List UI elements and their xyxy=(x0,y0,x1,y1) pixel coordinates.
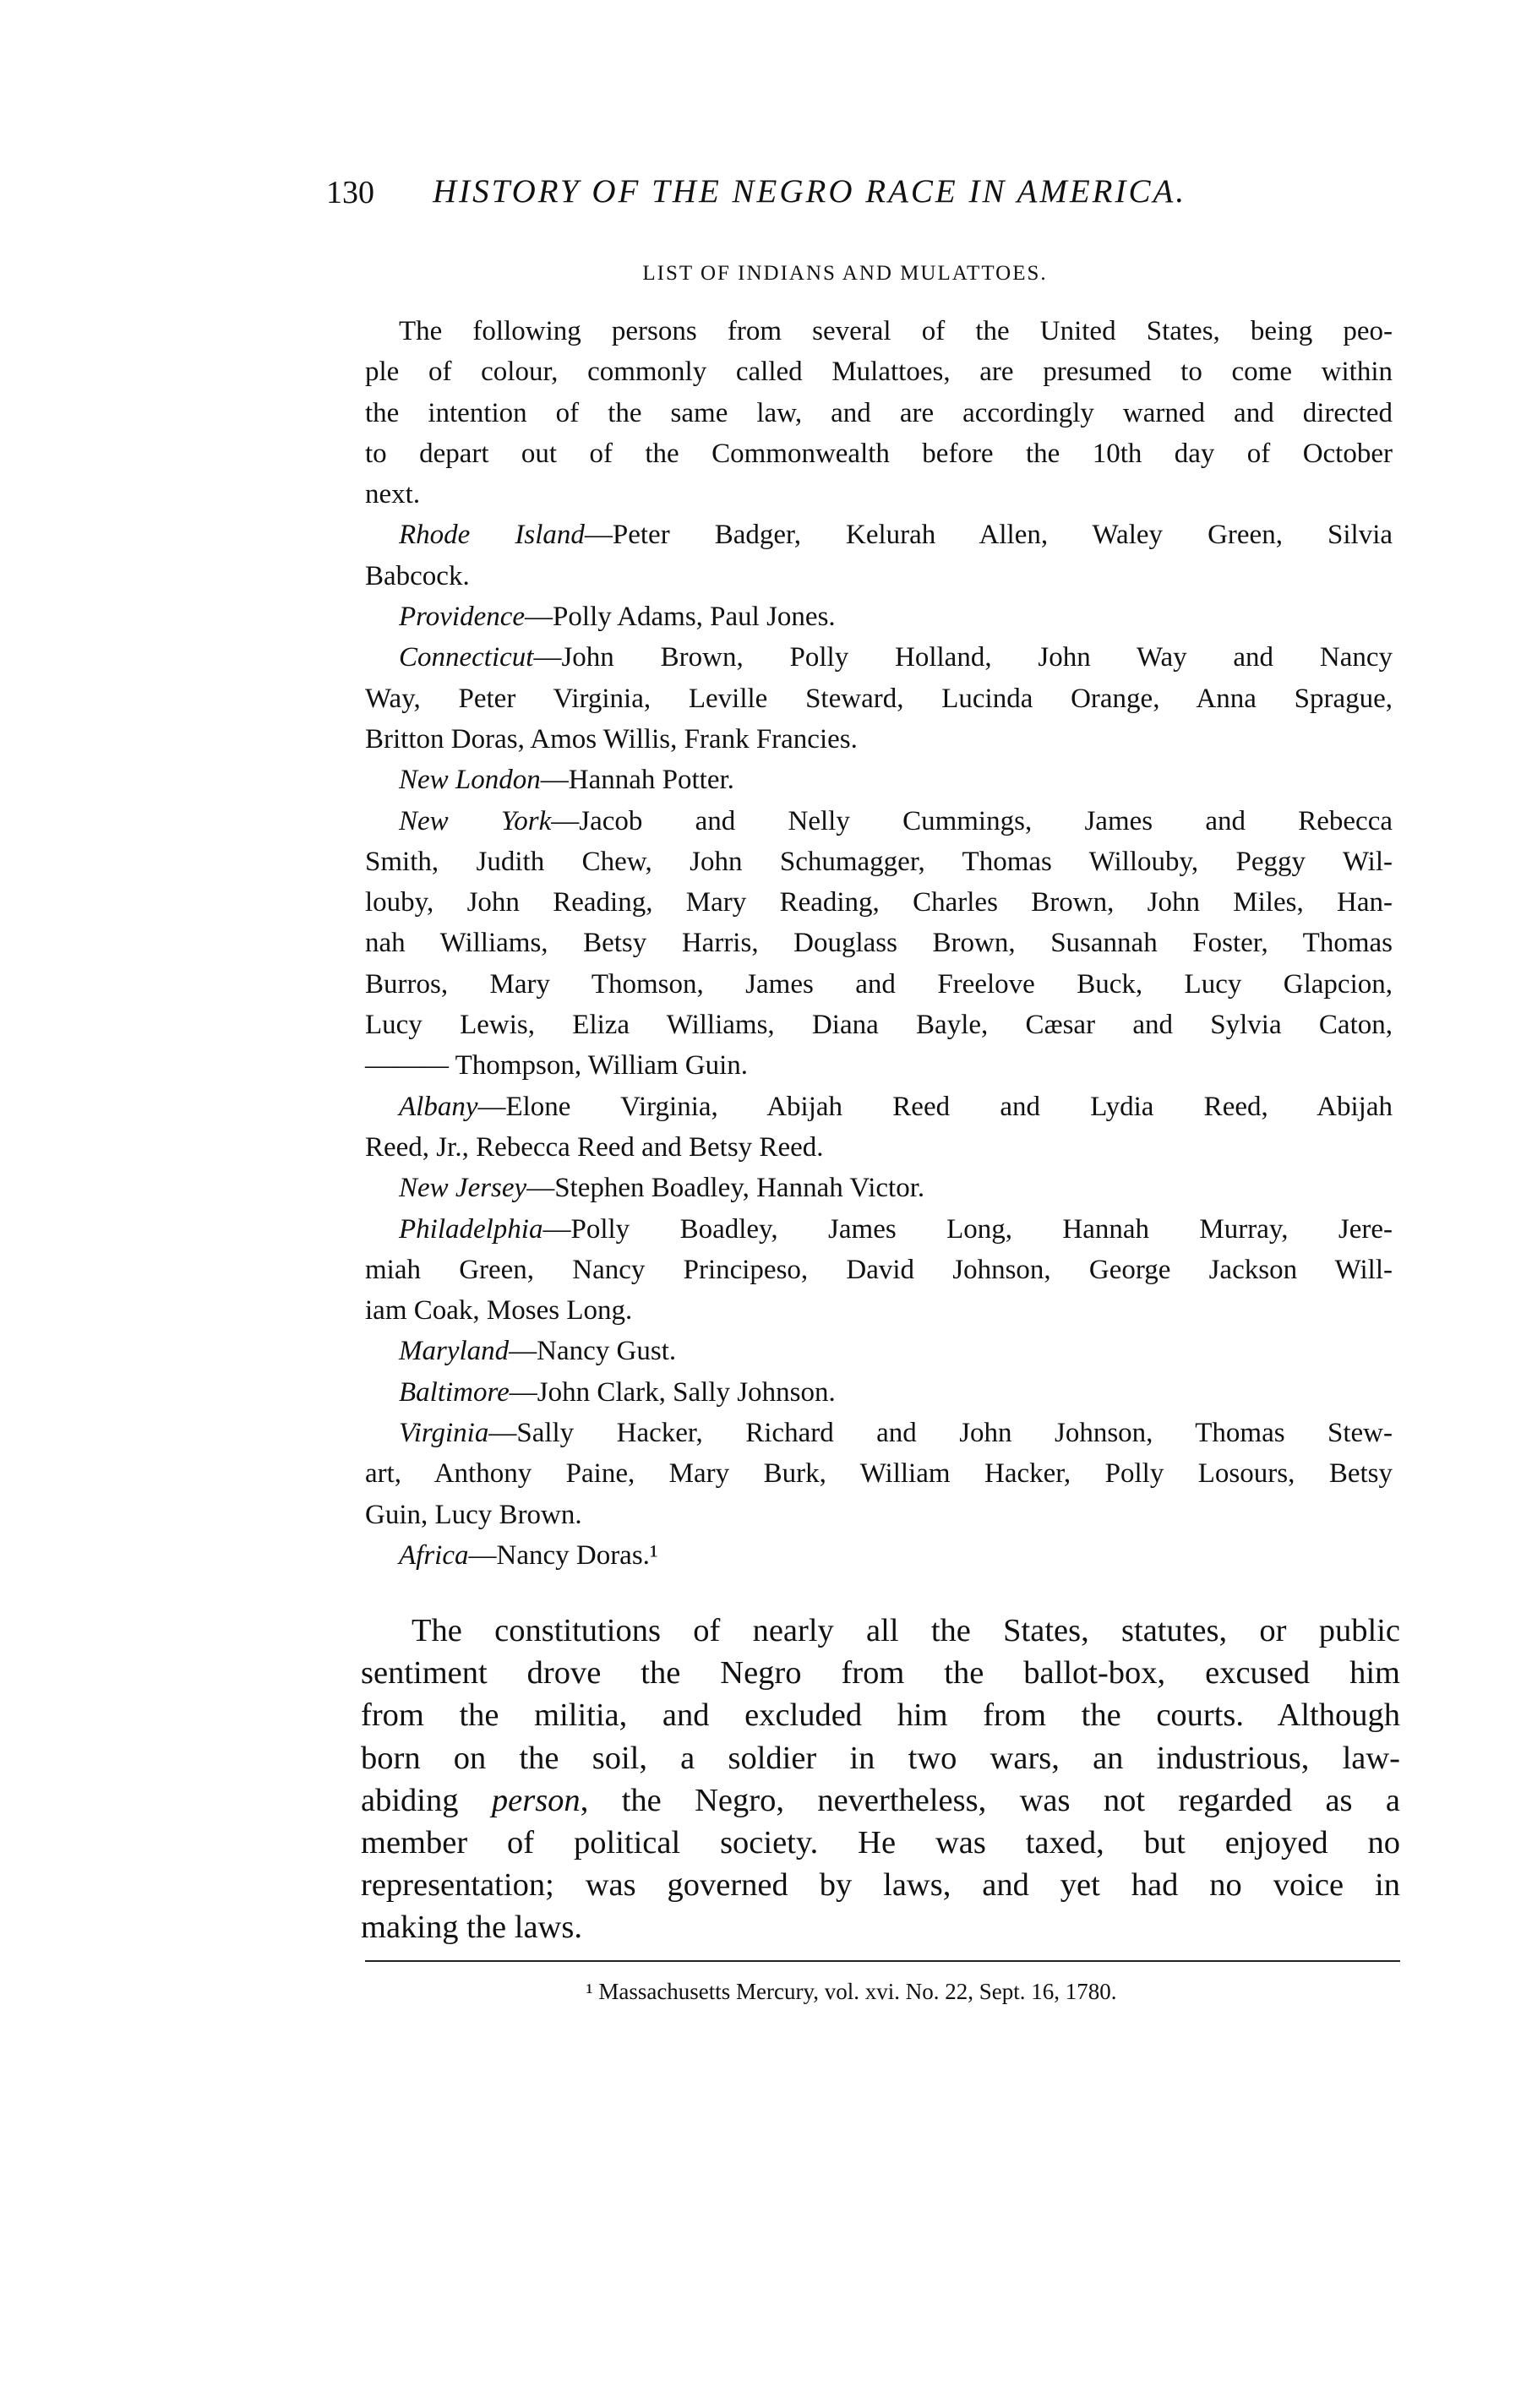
list-entry-line xyxy=(365,760,1393,800)
list-entry-line xyxy=(365,637,1393,678)
essay-line: sentiment drove the Negro from the ballot-box, excused him xyxy=(361,1655,1400,1692)
list-entry-line xyxy=(365,1413,1393,1453)
essay-line: The constitutions of nearly all the States, statutes, or public xyxy=(412,1613,1400,1648)
list-entry-line xyxy=(365,1331,1393,1371)
running-title: HISTORY OF THE NEGRO RACE IN AMERICA. xyxy=(433,173,1187,210)
essay-line: abiding person, the Negro, nevertheless, was not regarded as a xyxy=(361,1782,1401,1818)
place-name: New London xyxy=(399,765,541,796)
names-text: —John Clark, Sally Johnson. xyxy=(509,1376,836,1408)
place-name: Baltimore xyxy=(399,1376,510,1408)
place-name: Connecticut xyxy=(399,642,534,673)
place-name: Africa xyxy=(399,1539,469,1571)
footnote: ¹ Massachusetts Mercury, vol. xvi. No. 22, Sept. 16, 1780. xyxy=(586,1979,1117,2004)
names-text: —John Brown, Polly Holland, John Way and Nancy xyxy=(533,642,1393,673)
place-name: Virginia xyxy=(399,1418,489,1449)
list-entry-line xyxy=(365,597,1393,637)
list-entry-line: Lucy Lewis, Eliza Williams, Diana Bayle, Cæsar and Sylvia Caton, xyxy=(365,1010,1393,1041)
place-name: Rhode Island xyxy=(399,520,585,551)
list-entry-line: iam Coak, Moses Long. xyxy=(365,1295,633,1327)
list-entry-line: louby, John Reading, Mary Reading, Charles Brown, John Miles, Han- xyxy=(365,887,1393,918)
list-entry-line: Britton Doras, Amos Willis, Frank Francies. xyxy=(365,723,858,755)
section-title: LIST OF INDIANS AND MULATTOES. xyxy=(642,262,1048,285)
list-entry-line xyxy=(365,1535,1393,1576)
place-name: Philadelphia xyxy=(399,1213,543,1245)
essay-line: member of political society. He was taxed, but enjoyed no xyxy=(361,1824,1400,1860)
names-text: —Elone Virginia, Abijah Reed and Lydia Reed, Abijah xyxy=(477,1091,1393,1122)
intro-line: next. xyxy=(365,479,421,510)
list-entry-line: Smith, Judith Chew, John Schumagger, Thomas Willouby, Peggy Wil- xyxy=(365,846,1393,877)
list-entry-line: Babcock. xyxy=(365,560,470,591)
list-entry-line xyxy=(365,1372,1393,1413)
essay-line: making the laws. xyxy=(361,1910,582,1946)
essay-line: born on the soil, a soldier in two wars, an industrious, law- xyxy=(361,1740,1400,1776)
place-name: Providence xyxy=(399,602,526,633)
essay-line: representation; was governed by laws, and yet had no voice in xyxy=(361,1867,1400,1904)
names-text: —Peter Badger, Kelurah Allen, Waley Green, Silvia xyxy=(584,520,1393,551)
list-entry-line: ——— Thompson, William Guin. xyxy=(365,1050,749,1081)
place-name: New York xyxy=(399,805,552,836)
names-text: —Stephen Boadley, Hannah Victor. xyxy=(526,1173,925,1204)
intro-line: to depart out of the Commonwealth before the 10th day of October xyxy=(365,438,1393,469)
list-entry-line: art, Anthony Paine, Mary Burk, William Hacker, Polly Losours, Betsy xyxy=(365,1458,1393,1490)
list-entry-line: Way, Peter Virginia, Leville Steward, Lucinda Orange, Anna Sprague, xyxy=(365,683,1393,714)
list-entry-line: Guin, Lucy Brown. xyxy=(365,1499,582,1530)
place-name: New Jersey xyxy=(399,1173,527,1204)
intro-line: ple of colour, commonly called Mulattoes, are presumed to come within xyxy=(365,357,1393,388)
intro-line: The following persons from several of the United States, being peo- xyxy=(399,316,1393,346)
list-of-persons xyxy=(365,311,1393,1576)
list-entry-line xyxy=(365,1168,1393,1208)
names-text: —Nancy Doras.¹ xyxy=(468,1539,658,1571)
place-name: Maryland xyxy=(399,1336,510,1367)
names-text: —Sally Hacker, Richard and John Johnson, Thomas Stew- xyxy=(488,1418,1393,1449)
list-entry-line: Burros, Mary Thomson, James and Freelove Buck, Lucy Glapcion, xyxy=(365,968,1393,1000)
list-entry-line xyxy=(365,515,1393,555)
names-text: —Jacob and Nelly Cummings, James and Rebecca xyxy=(551,805,1393,836)
emphasis: person xyxy=(491,1782,581,1818)
list-entry-line xyxy=(365,801,1393,842)
list-entry-line xyxy=(365,1209,1393,1250)
names-text: —Polly Boadley, James Long, Hannah Murray, Jere- xyxy=(542,1213,1393,1245)
list-entry-line xyxy=(365,1087,1393,1127)
names-text: —Hannah Potter. xyxy=(540,765,734,796)
place-name: Albany xyxy=(399,1091,478,1122)
list-entry-line: miah Green, Nancy Principeso, David Johnson, George Jackson Will- xyxy=(365,1254,1393,1285)
list-entry-line: nah Williams, Betsy Harris, Douglass Brown, Susannah Foster, Thomas xyxy=(365,928,1393,959)
essay-line: from the militia, and excluded him from the courts. Although xyxy=(361,1697,1400,1734)
page-number: 130 xyxy=(326,175,374,210)
footnote-divider xyxy=(365,1960,1400,1962)
list-entry-line: Reed, Jr., Rebecca Reed and Betsy Reed. xyxy=(365,1131,824,1163)
names-text: —Polly Adams, Paul Jones. xyxy=(525,602,836,633)
intro-line: the intention of the same law, and are accordingly warned and directed xyxy=(365,397,1393,428)
essay-paragraph xyxy=(361,1610,1400,1949)
names-text: —Nancy Gust. xyxy=(509,1336,677,1367)
